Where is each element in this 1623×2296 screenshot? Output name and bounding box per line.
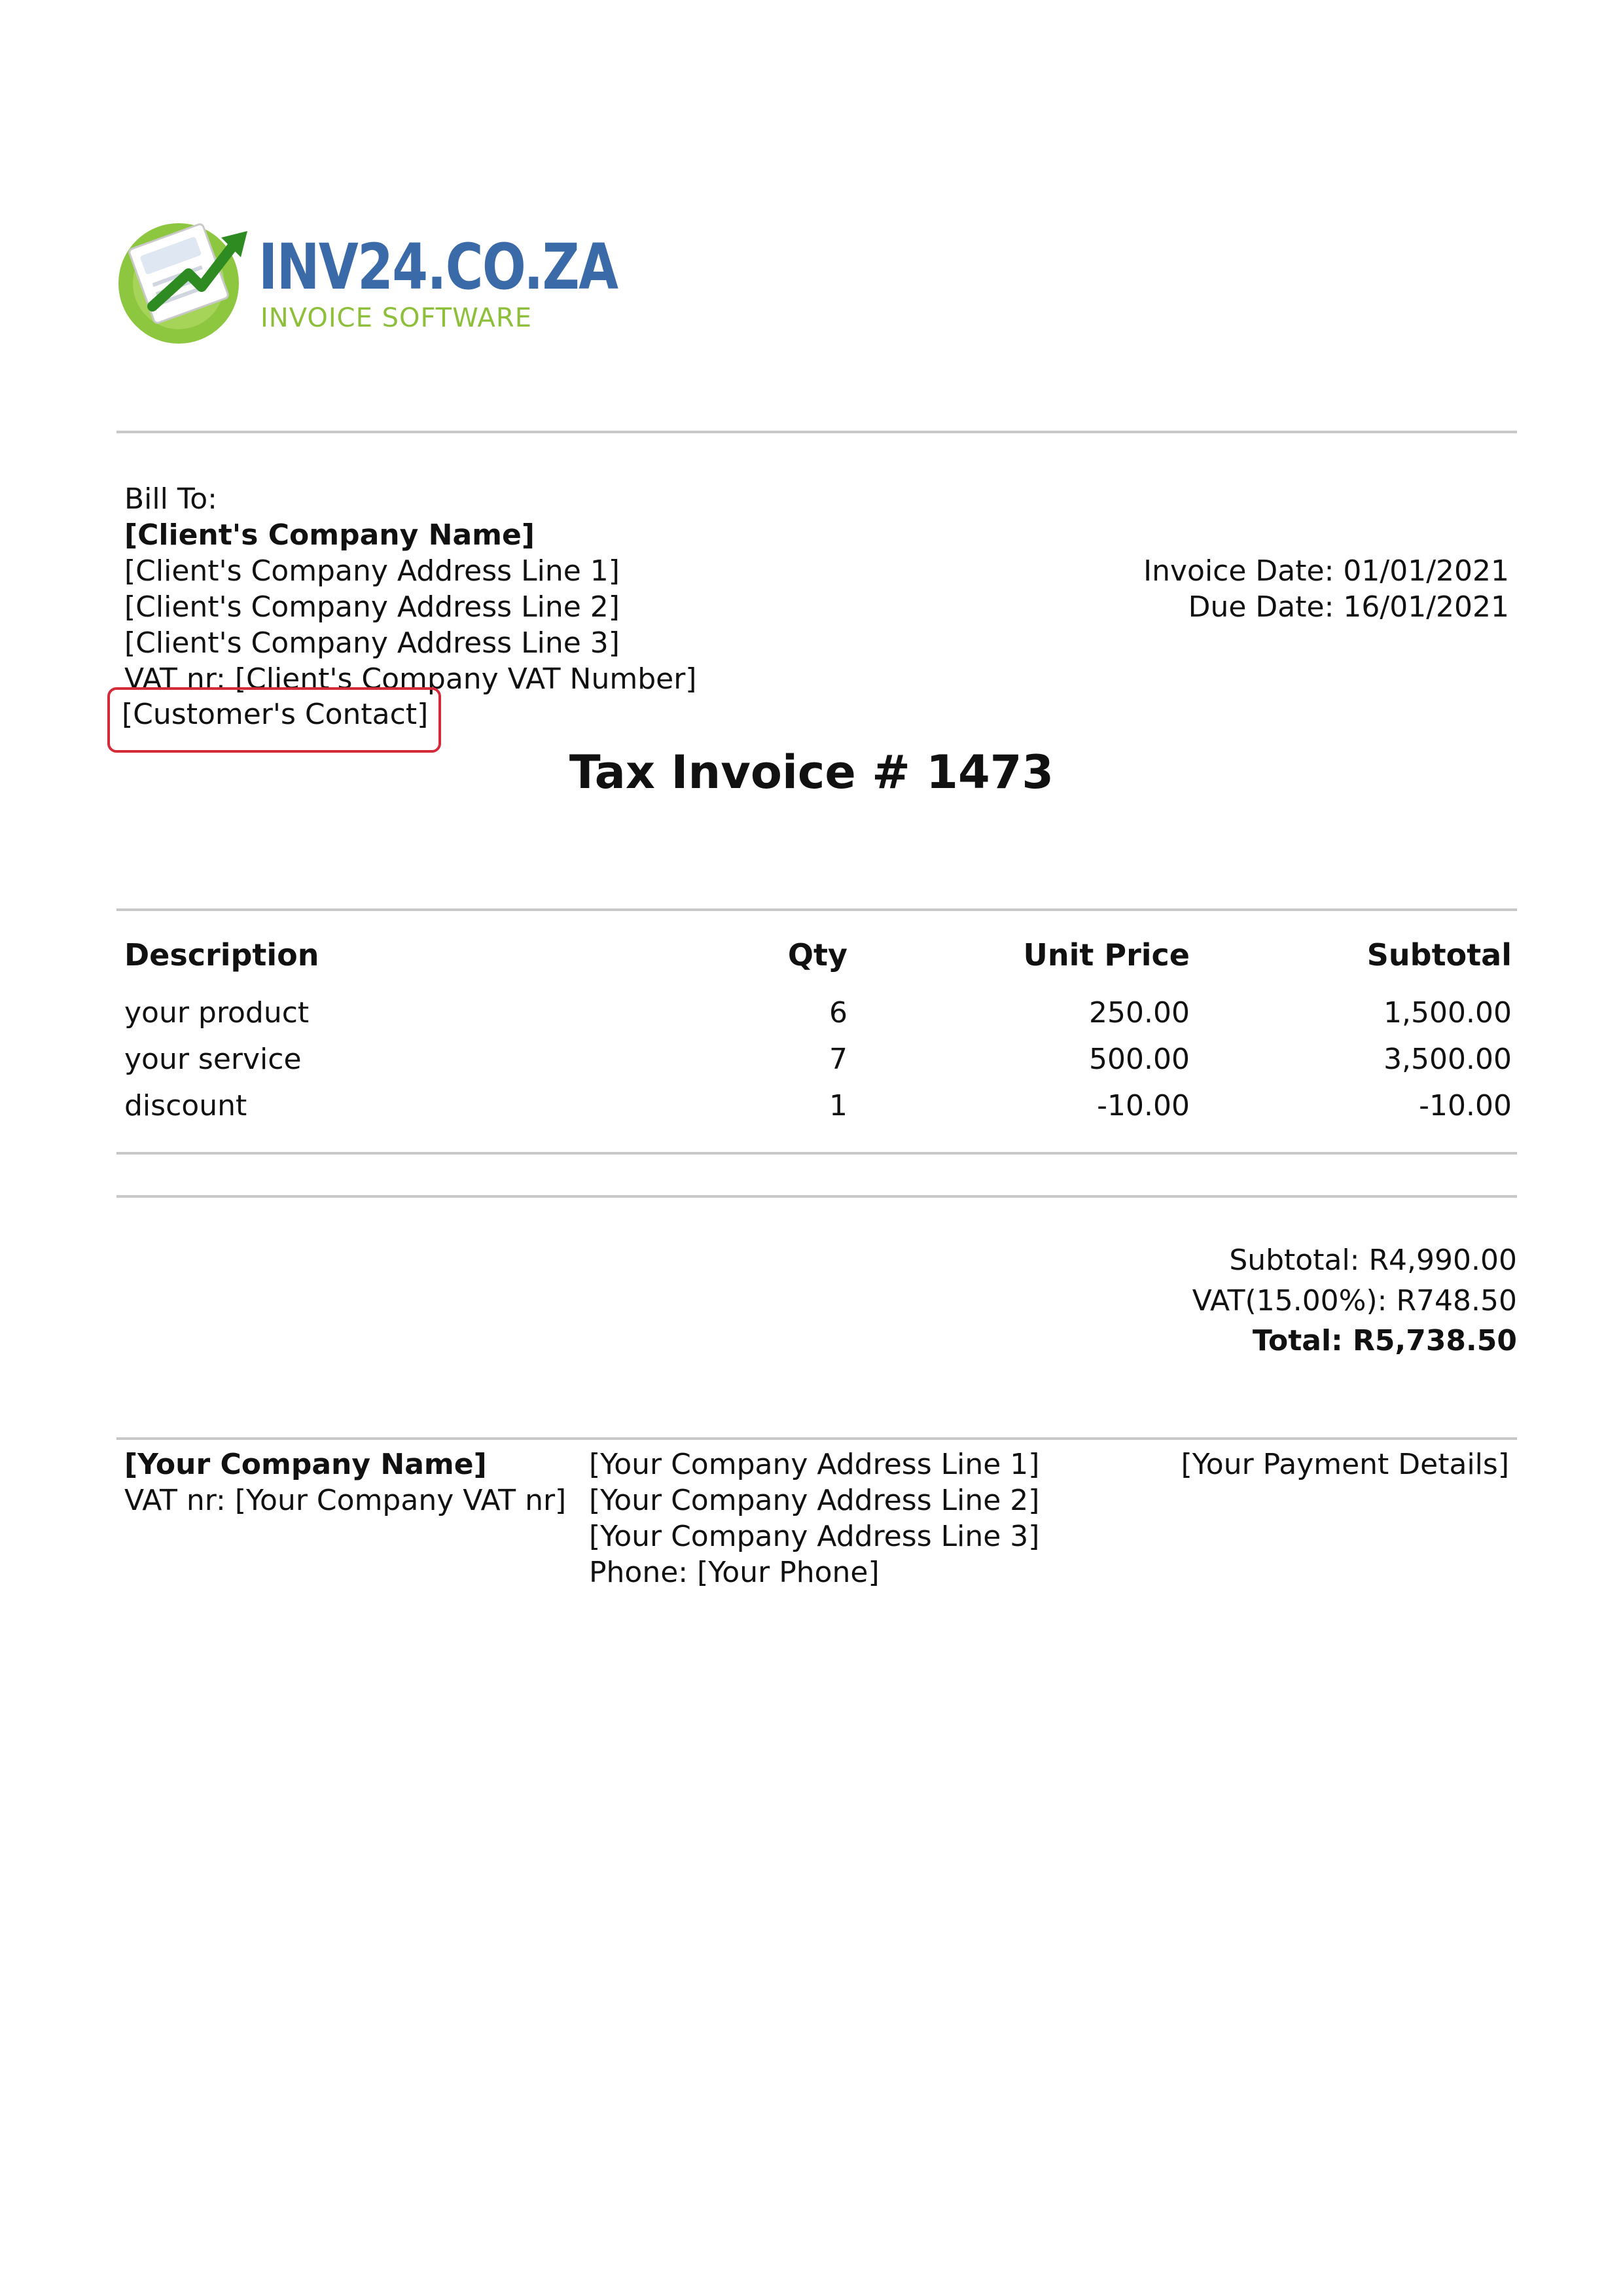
footer-divider <box>116 1437 1517 1440</box>
row-2-description: your service <box>124 1043 302 1076</box>
your-company-name: [Your Company Name] <box>124 1448 487 1481</box>
invoice-date: Invoice Date: 01/01/2021 <box>1143 554 1509 588</box>
invoice-title: Tax Invoice # 1473 <box>569 745 1054 799</box>
row-2-subtotal: 3,500.00 <box>1383 1043 1512 1076</box>
your-phone: Phone: [Your Phone] <box>589 1556 880 1589</box>
row-1-description: your product <box>124 996 310 1030</box>
client-company-name: [Client's Company Name] <box>124 518 535 552</box>
totals-subtotal: Subtotal: R4,990.00 <box>1229 1244 1517 1277</box>
row-2-unit-price: 500.00 <box>1089 1043 1190 1076</box>
row-1-unit-price: 250.00 <box>1089 996 1190 1030</box>
row-3-qty: 1 <box>829 1089 847 1122</box>
totals-divider <box>116 1195 1517 1198</box>
client-vat-number: VAT nr: [Client's Company VAT Number] <box>124 662 697 696</box>
divider <box>116 431 1517 433</box>
client-address-line-1: [Client's Company Address Line 1] <box>124 554 620 588</box>
logo-wordmark: INV24.CO.ZA <box>259 230 618 304</box>
table-bottom-divider <box>116 1152 1517 1155</box>
client-address-line-2: [Client's Company Address Line 2] <box>124 590 620 624</box>
your-address-line-2: [Your Company Address Line 2] <box>589 1484 1040 1517</box>
your-payment-details: [Your Payment Details] <box>1181 1448 1509 1481</box>
totals-vat: VAT(15.00%): R748.50 <box>1192 1284 1517 1318</box>
customer-contact[interactable]: [Customer's Contact] <box>122 698 429 731</box>
logo-mark-icon <box>116 208 267 346</box>
due-date: Due Date: 16/01/2021 <box>1188 590 1509 624</box>
col-header-subtotal: Subtotal <box>1366 937 1512 973</box>
your-address-line-1: [Your Company Address Line 1] <box>589 1448 1040 1481</box>
row-3-subtotal: -10.00 <box>1419 1089 1512 1122</box>
contact-highlight-box <box>107 687 441 753</box>
table-top-divider <box>116 908 1517 911</box>
totals-total: Total: R5,738.50 <box>1252 1324 1517 1357</box>
row-1-qty: 6 <box>829 996 847 1030</box>
row-1-subtotal: 1,500.00 <box>1383 996 1512 1030</box>
col-header-unit-price: Unit Price <box>1023 937 1190 973</box>
client-address-line-3: [Client's Company Address Line 3] <box>124 626 620 660</box>
your-company-vat: VAT nr: [Your Company VAT nr] <box>124 1484 567 1517</box>
logo-tagline: INVOICE SOFTWARE <box>260 303 532 333</box>
col-header-description: Description <box>124 937 319 973</box>
col-header-qty: Qty <box>787 937 847 973</box>
row-3-unit-price: -10.00 <box>1097 1089 1190 1122</box>
bill-to-label: Bill To: <box>124 482 217 516</box>
row-3-description: discount <box>124 1089 247 1122</box>
your-address-line-3: [Your Company Address Line 3] <box>589 1520 1040 1553</box>
row-2-qty: 7 <box>829 1043 847 1076</box>
